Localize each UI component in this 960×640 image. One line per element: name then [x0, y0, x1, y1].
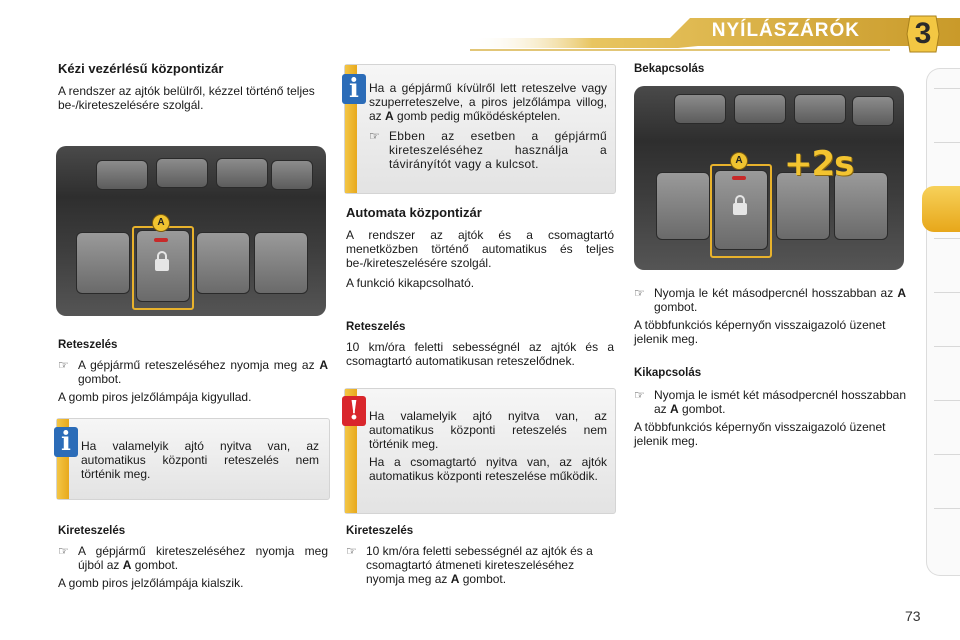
info-note-left	[56, 418, 330, 500]
page-number: 73	[905, 608, 921, 624]
unlock-heading: Kireteszelés	[58, 525, 126, 537]
dash-button-off	[76, 232, 130, 294]
dash-button	[674, 94, 726, 124]
a-label: A	[122, 558, 132, 572]
info-icon: i	[54, 427, 78, 457]
dash-button	[852, 96, 894, 126]
bullet-text-end: gombot.	[78, 372, 122, 386]
dash-button	[216, 158, 268, 188]
section-title: Automata központizár	[346, 205, 482, 220]
section-title: Kézi vezérlésű központizár	[58, 61, 224, 76]
chapter-tab-strip	[926, 68, 960, 574]
warning-icon: !	[342, 396, 366, 426]
padlock-icon	[152, 250, 172, 272]
section-intro: A rendszer az ajtók és a csomagtartó menetközben történő automatikus és teljes be-/kireteszelésére szolgál.	[346, 228, 614, 270]
chapter-number: 3	[914, 17, 932, 50]
dash-button	[271, 160, 313, 190]
note-body	[369, 409, 607, 487]
note-bullet	[369, 129, 607, 171]
manual-unlock-subsection	[58, 524, 328, 596]
lock-heading: Reteszelés	[346, 321, 406, 333]
warning-note-middle	[344, 388, 616, 514]
chapter-number-badge	[906, 14, 940, 54]
pointing-hand-icon: ☞	[369, 129, 380, 143]
warning-text-1: Ha valamelyik ajtó nyitva van, az automatikus központi reteszelés nem történik meg.	[369, 409, 607, 451]
unlock-bullet	[58, 544, 328, 572]
chapter-tab-active[interactable]	[922, 186, 960, 232]
plus-two-seconds-label: +2s	[784, 144, 854, 184]
manual-lock-subsection	[58, 338, 328, 410]
dash-button-off	[656, 172, 710, 240]
padlock-icon	[730, 194, 750, 216]
automatic-lock-subsection	[346, 320, 614, 374]
unlock-heading: Kireteszelés	[346, 525, 414, 537]
off-heading: Kikapcsolás	[634, 367, 702, 379]
note-text: Ha a gépjármű kívülről lett reteszelve vagy szuperreteszelve, a piros jelzőlámpa villog, az	[369, 81, 607, 123]
bullet-text: Nyomja le két másodpercnél hosszabban az	[654, 286, 894, 300]
dashboard-photo-left	[56, 146, 326, 316]
on-bullet	[634, 286, 906, 314]
bullet-text: A gépjármű reteszeléséhez nyomja meg az	[78, 358, 315, 372]
bullet-text-end: gombot.	[462, 572, 507, 586]
manual-lock-section	[58, 62, 328, 118]
off-bullet	[634, 388, 906, 416]
chapter-tab[interactable]	[934, 346, 960, 401]
pointing-hand-icon: ☞	[634, 388, 645, 402]
lock-heading: Reteszelés	[58, 339, 118, 351]
a-label: A	[319, 358, 328, 372]
bullet-text: 10 km/óra feletti sebességnél az ajtók és a csomagtartó átmeneti kireteszeléséhez nyomja meg az	[366, 544, 593, 586]
chapter-tab[interactable]	[934, 508, 960, 563]
bullet-text-end: gombot.	[134, 558, 179, 572]
lock-bullet	[58, 358, 328, 386]
disable-text: A funkció kikapcsolható.	[346, 276, 475, 290]
a-marker: A	[152, 214, 170, 232]
dash-button	[156, 158, 208, 188]
automatic-lock-section	[346, 206, 614, 296]
unlock-after-text: A gomb piros jelzőlámpája kialszik.	[58, 576, 244, 590]
red-indicator	[154, 238, 168, 242]
red-indicator	[732, 176, 746, 180]
chapter-tab[interactable]	[934, 88, 960, 143]
off-after-text: A többfunkciós képernyőn visszaigazoló üzenet jelenik meg.	[634, 420, 886, 448]
automatic-unlock-subsection	[346, 524, 616, 588]
note-text-end: gomb pedig működésképtelen.	[397, 109, 561, 123]
pointing-hand-icon: ☞	[634, 286, 645, 300]
chapter-tab[interactable]	[934, 454, 960, 509]
bullet-text-end: gombot.	[654, 300, 698, 314]
note-bullet-text: Ebben az esetben a gépjármű kireteszeléséhez használja a távirányítót vagy a kulcsot.	[389, 129, 607, 171]
bullet-text-end: gombot.	[682, 402, 726, 416]
pointing-hand-icon: ☞	[58, 358, 69, 372]
bullet-text: A gépjármű kireteszeléséhez nyomja meg újból az	[78, 544, 328, 572]
a-label: A	[670, 402, 679, 416]
deactivation-section	[634, 366, 906, 454]
note-text: Ha valamelyik ajtó nyitva van, az automatikus központi reteszelés nem történik meg.	[81, 439, 319, 481]
dash-button-off	[196, 232, 250, 294]
on-heading: Bekapcsolás	[634, 63, 705, 75]
unlock-bullet	[346, 544, 616, 586]
chapter-tab[interactable]	[934, 292, 960, 347]
note-body	[369, 81, 607, 173]
section-intro: A rendszer az ajtók belülről, kézzel történő teljes be-/kireteszelésére szolgál.	[58, 84, 315, 112]
chapter-tab[interactable]	[934, 238, 960, 293]
a-label: A	[450, 572, 460, 586]
pointing-hand-icon: ☞	[58, 544, 69, 558]
activation-section	[634, 286, 906, 352]
lock-after-text: A gomb piros jelzőlámpája kigyullad.	[58, 390, 252, 404]
dash-button	[96, 160, 148, 190]
dash-button	[734, 94, 786, 124]
chapter-tab[interactable]	[934, 400, 960, 455]
a-marker: A	[730, 152, 748, 170]
info-note-middle	[344, 64, 616, 194]
on-after-text: A többfunkciós képernyőn visszaigazoló üzenet jelenik meg.	[634, 318, 886, 346]
info-icon: i	[342, 74, 366, 104]
bullet-text: Nyomja le ismét két másodpercnél hosszabban az	[654, 388, 906, 416]
lock-text: 10 km/óra feletti sebességnél az ajtók és a csomagtartó automatikusan reteszelődnek.	[346, 340, 614, 368]
warning-text-2: Ha a csomagtartó nyitva van, az ajtók automatikus központi reteszelése működik.	[369, 455, 607, 483]
chapter-title: NYÍLÁSZÁRÓK	[711, 20, 860, 41]
child-lock-button	[254, 232, 308, 294]
a-label: A	[897, 286, 906, 300]
dash-button	[794, 94, 846, 124]
a-label: A	[385, 109, 394, 123]
dashboard-photo-right	[634, 86, 904, 270]
activation-heading-block	[634, 62, 906, 82]
pointing-hand-icon: ☞	[346, 544, 357, 558]
